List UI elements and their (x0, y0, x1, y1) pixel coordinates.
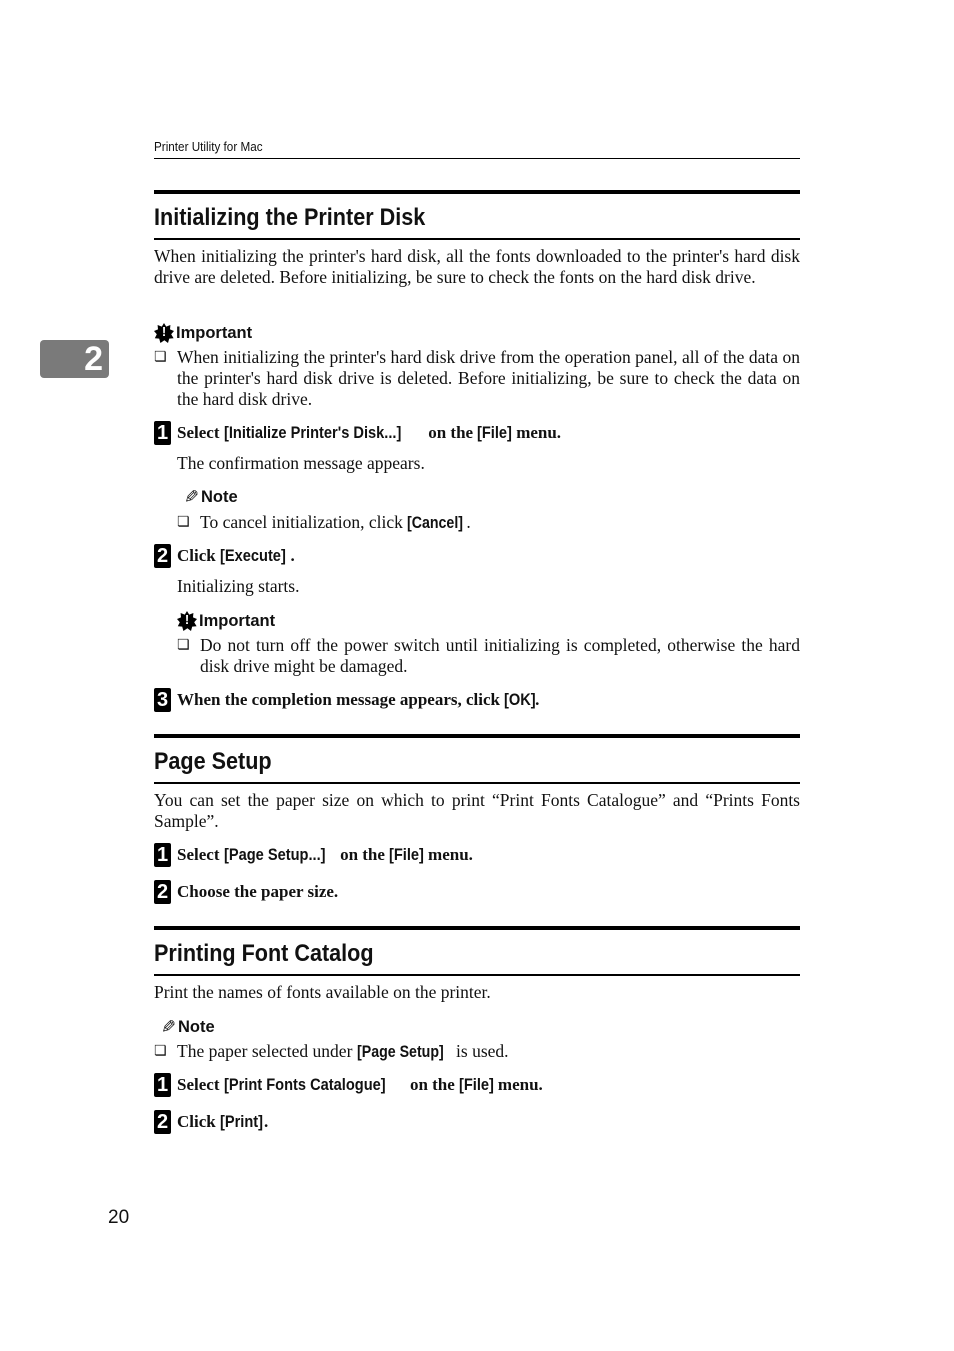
section-page-setup (154, 734, 800, 784)
section-bottom-rule (154, 238, 800, 240)
section-intro: Print the names of fonts available on the printer. (154, 982, 491, 1002)
menu-ref: [File] (459, 1075, 494, 1094)
step-text-pre: Click (177, 546, 220, 565)
header-rule (154, 158, 800, 159)
step-number: 3 (154, 688, 171, 712)
important-text: Do not turn off the power switch until initializing is completed, otherwise the hard disk drive might be damaged. (200, 635, 800, 676)
step-text-pre: When the completion message appears, click (177, 690, 505, 709)
important-heading (154, 323, 252, 343)
page-number: 20 (108, 1207, 130, 1228)
step-text-pre: Select (177, 423, 224, 442)
step-result: Initializing starts. (177, 576, 300, 596)
section-title: Initializing the Printer Disk (154, 204, 426, 231)
menu-item-ref: [Page Setup...] (223, 845, 326, 864)
checkbox-bullet-icon: ❏ (177, 514, 190, 530)
section-intro: You can set the paper size on which to print “Print Fonts Catalogue” and “Prints Fonts Sample”. (154, 790, 800, 831)
step-text-pre: Select (177, 845, 224, 864)
note-text-post: . (466, 512, 471, 532)
menu-ref: [File] (389, 845, 425, 864)
step-1 (154, 421, 800, 445)
section-initializing-printer-disk (154, 190, 800, 240)
cancel-button-ref: [Cancel] (407, 514, 464, 532)
step-1 (154, 843, 800, 867)
step-text-mid: on the (423, 423, 478, 442)
important-heading (177, 611, 275, 631)
section-intro: When initializing the printer's hard disk, all the fonts downloaded to the printer's hard disk drive are deleted. Before initializing, be sure to check the fonts on the hard disk drive. (154, 246, 800, 287)
important-label: Important (176, 323, 253, 342)
note-text-pre: To cancel initialization, click (200, 512, 408, 532)
step-number: 2 (154, 1110, 171, 1134)
step-1 (154, 1073, 800, 1097)
important-item (154, 347, 800, 410)
checkbox-bullet-icon: ❏ (177, 637, 190, 653)
important-item (177, 635, 800, 677)
pencil-icon: ✎ (160, 1016, 176, 1038)
note-label: Note (178, 1018, 215, 1036)
note-item (154, 1041, 800, 1063)
step-text-mid: on the (335, 845, 390, 864)
step-number: 2 (154, 544, 171, 568)
execute-button-ref: [Execute] (219, 546, 286, 565)
page-setup-ref: [Page Setup] (356, 1043, 444, 1061)
print-button-ref: [Print] (219, 1112, 264, 1131)
important-icon (177, 611, 197, 631)
ok-button-ref: [OK] (504, 690, 536, 709)
step-number: 1 (154, 421, 171, 445)
note-text-pre: The paper selected under (177, 1041, 357, 1061)
step-text-post: menu. (423, 845, 473, 864)
running-head: Printer Utility for Mac (154, 139, 263, 154)
step-text-pre: Click (177, 1112, 220, 1131)
step-number: 1 (154, 1073, 171, 1097)
step-text-post: . (535, 690, 540, 709)
step-2 (154, 544, 800, 568)
step-number: 2 (154, 880, 171, 904)
step-text-post: menu. (511, 423, 562, 442)
pencil-icon: ✎ (183, 486, 199, 508)
menu-ref: [File] (477, 423, 513, 442)
step-number: 1 (154, 843, 171, 867)
checkbox-bullet-icon: ❏ (154, 1043, 167, 1059)
note-heading (177, 488, 238, 507)
chapter-tab: 2 (40, 340, 109, 378)
note-heading (154, 1018, 215, 1037)
step-text-post: . (290, 546, 295, 565)
section-title: Page Setup (154, 748, 272, 775)
step-2 (154, 880, 800, 904)
note-item (177, 512, 800, 534)
important-text: When initializing the printer's hard disk drive from the operation panel, all of the data on the printer's hard disk drive is deleted. Before initializing, be sure to check the data on the hard disk drive. (177, 347, 800, 409)
important-icon (154, 323, 174, 343)
step-text-mid: on the (405, 1075, 460, 1094)
checkbox-bullet-icon: ❏ (154, 349, 167, 365)
section-title: Printing Font Catalog (154, 940, 374, 967)
note-label: Note (201, 488, 238, 506)
important-label: Important (199, 611, 276, 630)
note-text-post: is used. (451, 1041, 509, 1061)
step-3 (154, 688, 800, 712)
step-text-post: menu. (493, 1075, 543, 1094)
step-text-pre: Select (177, 1075, 224, 1094)
step-text-post: . (264, 1112, 269, 1131)
section-bottom-rule (154, 782, 800, 784)
section-printing-font-catalog (154, 926, 800, 976)
menu-item-ref: [Print Fonts Catalogue] (223, 1075, 386, 1094)
step-2 (154, 1110, 800, 1134)
menu-item-ref: [Initialize Printer's Disk...] (223, 423, 402, 442)
step-result: The confirmation message appears. (177, 453, 425, 473)
section-bottom-rule (154, 974, 800, 976)
step-text: Choose the paper size. (177, 882, 339, 901)
